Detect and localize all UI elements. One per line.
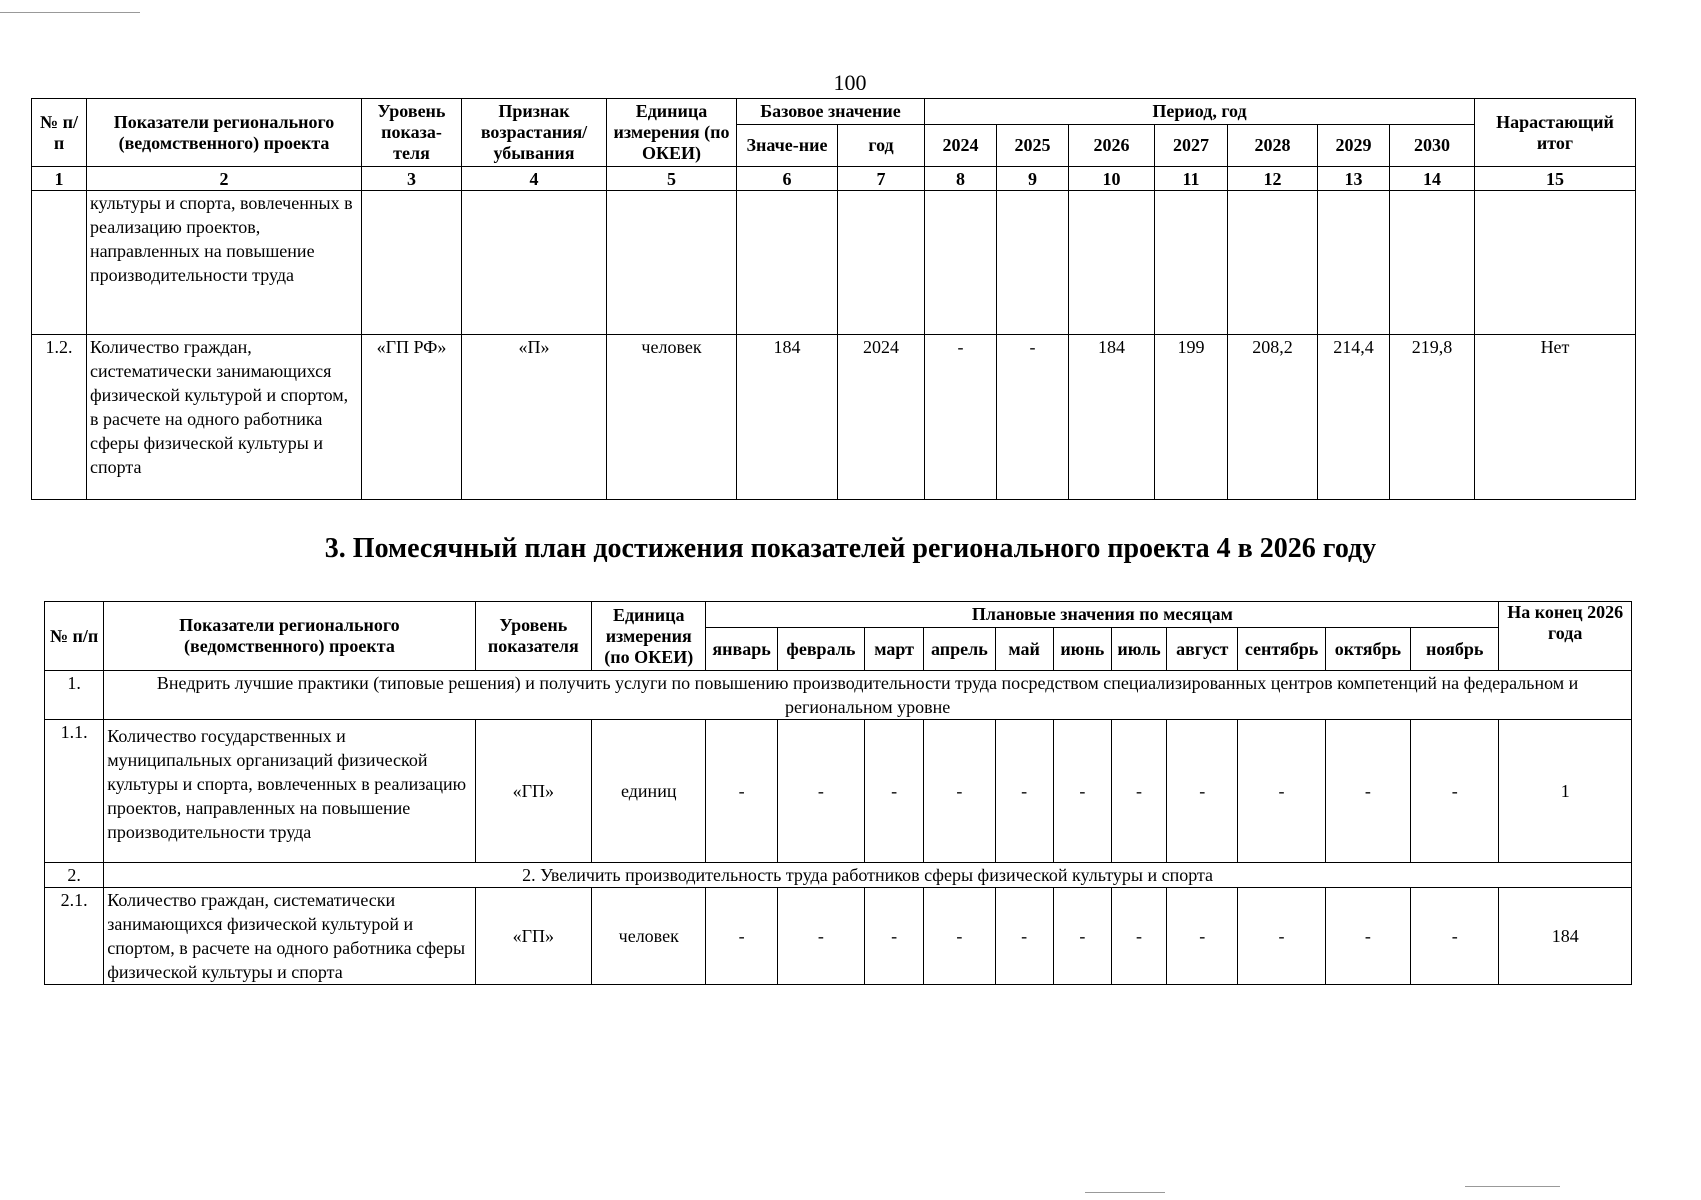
row-unit: человек (607, 335, 737, 500)
row-level: «ГП» (475, 720, 591, 863)
row-year-value: - (997, 335, 1069, 500)
row-level (362, 191, 462, 335)
row-level: «ГП» (475, 888, 591, 985)
row-base-value (737, 191, 838, 335)
row-month-value: - (1167, 888, 1238, 985)
row-unit (607, 191, 737, 335)
row-month-value: - (1411, 720, 1499, 863)
row-month-value: - (924, 888, 995, 985)
row-month-value: - (995, 720, 1053, 863)
row-year-value: 214,4 (1318, 335, 1390, 500)
col-number: 13 (1318, 167, 1390, 191)
header-month: апрель (924, 628, 995, 671)
section-row (45, 671, 1632, 720)
header-year: 2026 (1069, 125, 1155, 167)
header-indicator: Показатели регионального (ведомственного) проекта (87, 99, 362, 167)
header-year: 2030 (1390, 125, 1475, 167)
col-number: 14 (1390, 167, 1475, 191)
row-base-year (838, 191, 925, 335)
row-month-value: - (995, 888, 1053, 985)
section-row (45, 863, 1632, 888)
row-indicator: культуры и спорта, вовлеченных в реализацию проектов, направленных на повышение производительности труда (87, 191, 362, 335)
row-year-value (925, 191, 997, 335)
page-number: 100 (833, 70, 867, 95)
row-month-value: - (1053, 720, 1111, 863)
row-cumulative: Нет (1475, 335, 1636, 500)
table-row (32, 335, 1636, 500)
row-year-value: - (925, 335, 997, 500)
row-month-value: - (865, 888, 924, 985)
table-row (45, 720, 1632, 863)
row-year-value (1318, 191, 1390, 335)
table-row (45, 888, 1632, 985)
col-number: 9 (997, 167, 1069, 191)
row-year-value: 208,2 (1228, 335, 1318, 500)
col-number: 4 (462, 167, 607, 191)
col-number: 12 (1228, 167, 1318, 191)
row-cumulative (1475, 191, 1636, 335)
section-num: 2. (45, 863, 104, 888)
row-month-value: - (706, 720, 777, 863)
header-num: № п/п (32, 99, 87, 167)
header-year: 2027 (1155, 125, 1228, 167)
header-month: октябрь (1325, 628, 1410, 671)
header-year: 2025 (997, 125, 1069, 167)
header-planned: Плановые значения по месяцам (706, 602, 1499, 628)
header-month: сентябрь (1238, 628, 1325, 671)
row-year-value (1069, 191, 1155, 335)
section-goal: 2. Увеличить производительность труда работников сферы физической культуры и спорта (104, 863, 1632, 888)
header-year: 2029 (1318, 125, 1390, 167)
row-month-value: - (1111, 888, 1166, 985)
row-year-value (1390, 191, 1475, 335)
row-month-value: - (1111, 720, 1166, 863)
header-base-value: Значе-ние (737, 125, 838, 167)
header-unit: Единица измерения (по ОКЕИ) (592, 602, 706, 671)
row-indicator: Количество граждан, систематически занимающихся физической культурой и спортом, в расчете на одного работника сферы физической культуры и спорта (104, 888, 475, 985)
row-year-value (1155, 191, 1228, 335)
header-unit: Единица измерения (по ОКЕИ) (607, 99, 737, 167)
col-number: 8 (925, 167, 997, 191)
row-month-value: - (777, 720, 864, 863)
row-unit: единиц (592, 720, 706, 863)
header-end: На конец 2026 года (1499, 602, 1632, 671)
header-level: Уровень показа-теля (362, 99, 462, 167)
header-base: Базовое значение (737, 99, 925, 125)
col-number: 10 (1069, 167, 1155, 191)
scan-artifact-line (1085, 1192, 1165, 1193)
section-title: 3. Помесячный план достижения показателей регионального проекта 4 в 2026 году (324, 533, 1377, 564)
scan-artifact-line (0, 12, 140, 13)
header-num: № п/п (45, 602, 104, 671)
header-period: Период, год (925, 99, 1475, 125)
header-month: март (865, 628, 924, 671)
col-number: 11 (1155, 167, 1228, 191)
row-month-value: - (1238, 720, 1325, 863)
header-month: январь (706, 628, 777, 671)
row-end-value: 184 (1499, 888, 1632, 985)
row-sign: «П» (462, 335, 607, 500)
row-month-value: - (706, 888, 777, 985)
monthly-plan-table (44, 601, 1632, 985)
section-num: 1. (45, 671, 104, 720)
row-indicator: Количество граждан, систематически занимающихся физической культурой и спортом, в расчете на одного работника сферы физической культуры и спорта (87, 335, 362, 500)
row-sign (462, 191, 607, 335)
header-year: 2024 (925, 125, 997, 167)
row-num: 1.1. (45, 720, 104, 863)
header-indicator: Показатели регионального (ведомственного) проекта (104, 602, 475, 671)
col-number: 3 (362, 167, 462, 191)
row-month-value: - (924, 720, 995, 863)
header-month: август (1167, 628, 1238, 671)
header-month: февраль (777, 628, 864, 671)
row-level: «ГП РФ» (362, 335, 462, 500)
header-month: июль (1111, 628, 1166, 671)
table-row (32, 191, 1636, 335)
row-year-value: 219,8 (1390, 335, 1475, 500)
row-month-value: - (1411, 888, 1499, 985)
row-month-value: - (1167, 720, 1238, 863)
row-unit: человек (592, 888, 706, 985)
indicators-table (31, 98, 1636, 500)
scan-artifact-line (1465, 1186, 1560, 1187)
row-num: 2.1. (45, 888, 104, 985)
row-year-value: 199 (1155, 335, 1228, 500)
row-month-value: - (1325, 888, 1410, 985)
section-goal: Внедрить лучшие практики (типовые решения) и получить услуги по повышению производительности труда посредством специализированных центров компетенций на федеральном и региональном уровне (104, 671, 1632, 720)
row-end-value: 1 (1499, 720, 1632, 863)
col-number: 2 (87, 167, 362, 191)
col-number: 6 (737, 167, 838, 191)
header-level: Уровень показателя (475, 602, 591, 671)
row-year-value: 184 (1069, 335, 1155, 500)
header-cumulative: Нарастающий итог (1475, 99, 1636, 167)
row-num: 1.2. (32, 335, 87, 500)
col-number: 5 (607, 167, 737, 191)
row-month-value: - (777, 888, 864, 985)
header-sign: Признак возрастания/ убывания (462, 99, 607, 167)
col-number: 1 (32, 167, 87, 191)
row-month-value: - (1238, 888, 1325, 985)
row-num (32, 191, 87, 335)
row-indicator: Количество государственных и муниципальных организаций физической культуры и спорта, вовлеченных в реализацию проектов, направленных на повышение производительности труда (104, 720, 475, 863)
col-number: 15 (1475, 167, 1636, 191)
header-base-year: год (838, 125, 925, 167)
row-month-value: - (1325, 720, 1410, 863)
row-base-year: 2024 (838, 335, 925, 500)
row-month-value: - (1053, 888, 1111, 985)
col-number: 7 (838, 167, 925, 191)
header-month: ноябрь (1411, 628, 1499, 671)
row-base-value: 184 (737, 335, 838, 500)
header-month: июнь (1053, 628, 1111, 671)
row-month-value: - (865, 720, 924, 863)
row-year-value (997, 191, 1069, 335)
header-month: май (995, 628, 1053, 671)
row-year-value (1228, 191, 1318, 335)
header-year: 2028 (1228, 125, 1318, 167)
